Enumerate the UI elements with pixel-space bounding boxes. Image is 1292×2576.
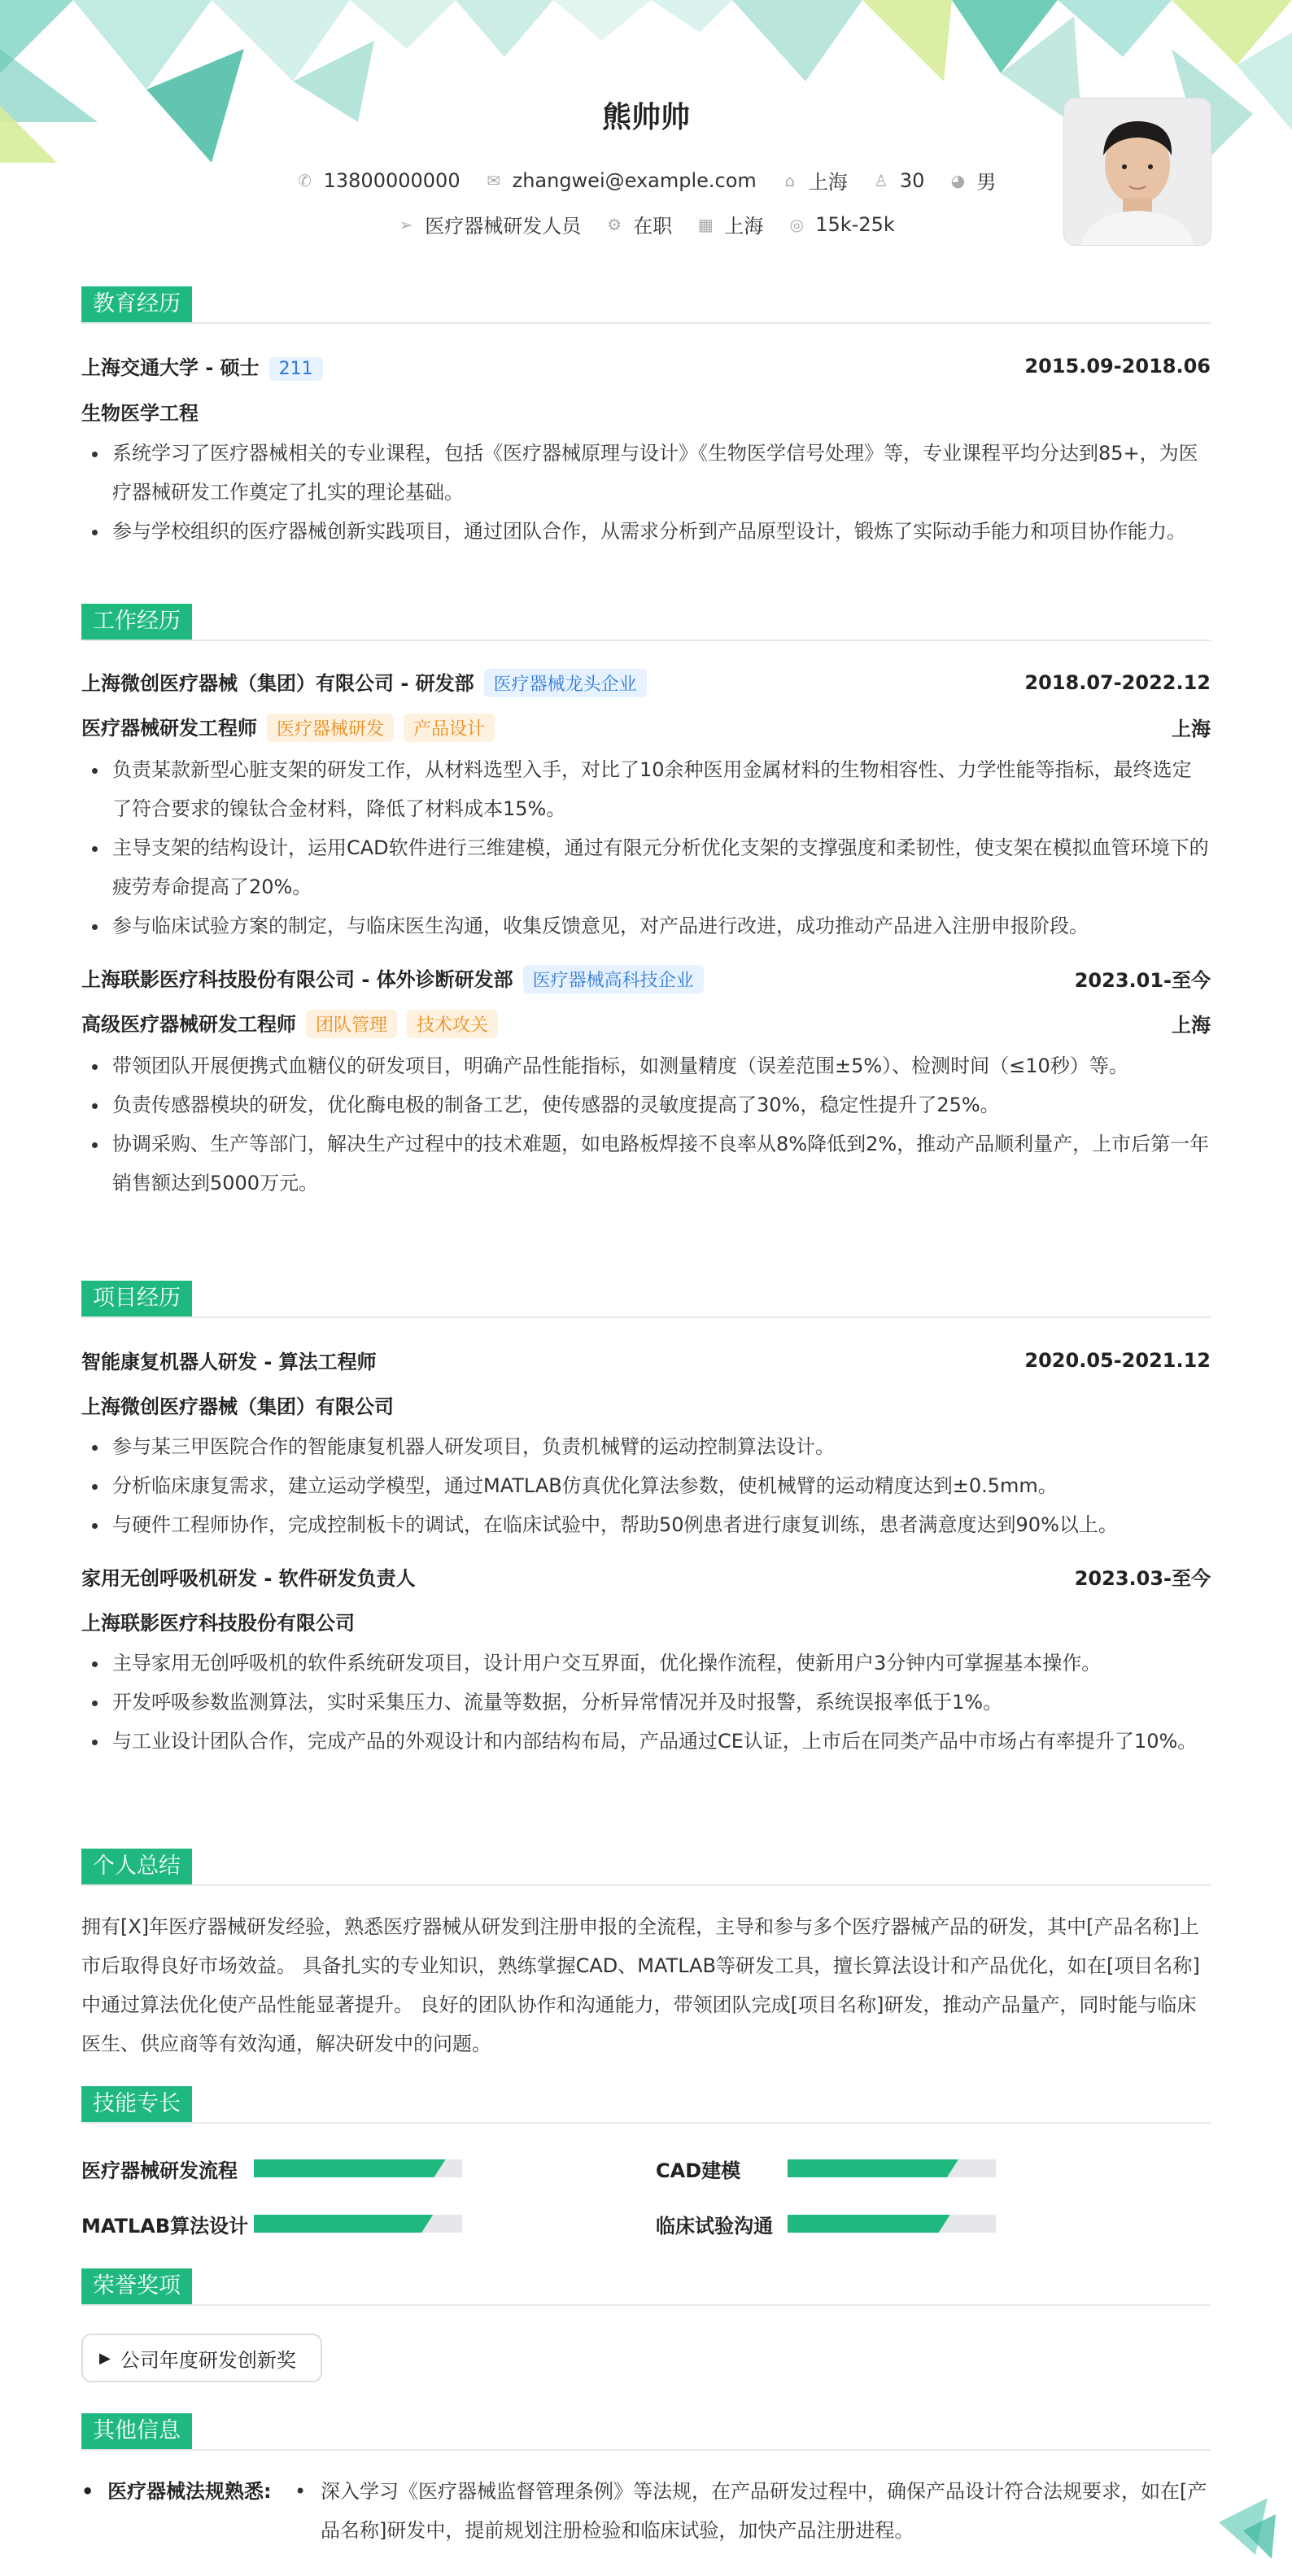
list-item: • 负责传感器模块的研发，优化酶电极的制备工艺，使传感器的灵敏度提高了30%，稳定性提升了25%。 (109, 1085, 1211, 1124)
job-city: 上海 (1172, 718, 1211, 740)
position-tag: 技术攻关 (407, 1010, 498, 1038)
job-2-position (81, 1008, 1211, 1038)
project-1-bullets (81, 1427, 1211, 1544)
salary-text: 15k-25k (815, 212, 895, 236)
section-label: 工作经历 (81, 604, 192, 640)
send-icon: ➢ (399, 214, 413, 234)
project-1-header (81, 1346, 1211, 1374)
corner-decoration (1211, 2490, 1284, 2563)
status-text: 在职 (633, 215, 673, 238)
list-item: • 主导支架的结构设计，运用CAD软件进行三维建模，通过有限元分析优化支架的支撑强度和柔韧性，使支架在模拟血管环境下的疲劳寿命提高了20%。 (109, 828, 1211, 906)
school-tag: 211 (269, 357, 323, 381)
position-block (81, 1008, 498, 1038)
list-item: • 系统学习了医疗器械相关的专业课程，包括《医疗器械原理与设计》《生物医学信号处理》等，专业课程平均分达到85+，为医疗器械研发工作奠定了扎实的理论基础。 (109, 434, 1211, 512)
job-1-position (81, 712, 1211, 742)
mail-icon: ✉ (487, 170, 500, 190)
work-section (81, 604, 1211, 1203)
project-company: 上海微创医疗器械（集团）有限公司 (81, 1395, 394, 1418)
project-company: 上海联影医疗科技股份有限公司 (81, 1612, 355, 1635)
position-tag: 产品设计 (404, 714, 495, 742)
job-1-header (81, 667, 1211, 697)
project-period: 2020.05-2021.12 (1024, 1348, 1211, 1372)
bullet-dot: • (81, 2480, 108, 2503)
company-tag: 医疗器械高科技企业 (523, 965, 704, 993)
other-section-title (81, 2413, 1211, 2451)
award-item[interactable] (81, 2334, 322, 2382)
location-item (781, 166, 848, 194)
gear-icon: ⚙ (607, 214, 622, 234)
phone-icon: ✆ (298, 170, 312, 190)
company-name: 上海联影医疗科技股份有限公司 - 体外诊断研发部 (81, 968, 513, 991)
projects-section-title (81, 1281, 1211, 1318)
email-text: zhangwei@example.com (512, 168, 757, 192)
age-item (872, 166, 925, 194)
section-label: 个人总结 (81, 1849, 192, 1884)
gender-text: 男 (976, 171, 997, 194)
school-name: 上海交通大学 - 硕士 (81, 356, 260, 379)
position-block (81, 712, 495, 742)
job-2-bullets (81, 1046, 1211, 1203)
list-item: • 带领团队开展便携式血糖仪的研发项目，明确产品性能指标，如测量精度（误差范围±5%）、检测时间（≤10秒）等。 (109, 1046, 1211, 1085)
project-name: 智能康复机器人研发 - 算法工程师 (81, 1351, 377, 1373)
status-item (605, 210, 672, 238)
location-text: 上海 (808, 171, 848, 194)
company-name: 上海微创医疗器械（集团）有限公司 - 研发部 (81, 672, 474, 695)
education-header (81, 351, 1211, 381)
avatar (1063, 98, 1211, 246)
section-label: 项目经历 (81, 1281, 192, 1316)
list-item: • 分析临床康复需求，建立运动学模型，通过MATLAB仿真优化算法参数，使机械臂的运动精度达到±0.5mm。 (109, 1466, 1211, 1505)
projects-section (81, 1281, 1211, 1761)
job-period: 2018.07-2022.12 (1024, 670, 1211, 694)
email-item (485, 166, 757, 194)
skill-bar (254, 2159, 462, 2177)
bullet-dot: • (295, 2480, 307, 2503)
list-item: • 与硬件工程师协作，完成控制板卡的调试，在临床试验中，帮助50例患者进行康复训练，患者满意度达到90%以上。 (109, 1505, 1211, 1544)
list-item: • 开发呼吸参数监测算法，实时采集压力、流量等数据，分析异常情况并及时报警，系统误报率低于1%。 (109, 1683, 1211, 1722)
project-2-header (81, 1562, 1211, 1591)
salary-item (788, 210, 895, 238)
section-label: 其他信息 (81, 2413, 192, 2449)
city-text: 上海 (724, 215, 764, 238)
age-icon: ♙ (873, 170, 888, 190)
award-label: 公司年度研发创新奖 (120, 2348, 296, 2372)
major-line (81, 397, 1211, 426)
school-block (81, 351, 323, 381)
summary-text: 拥有[X]年医疗器械研发经验，熟悉医疗器械从研发到注册申报的全流程，主导和参与多个医疗器械产品的研发，其中[产品名称]上市后取得良好市场效益。 具备扎实的专业知识，熟练掌握CAD、MATLAB等研发工具，擅长算法设计和产品优化，如在[项目名称]中通过算法优化使产品性能显著提升。 良好的团队协作和沟通能力，带领团队完成[项目名称]研发，推动产品量产，同时能与临床医生、供应商等有效沟通，解决研发中的问题。 (81, 1915, 1200, 2055)
other-text-wrap (295, 2472, 1211, 2550)
skills-section-title (81, 2086, 1211, 2124)
section-label: 技能专长 (81, 2086, 192, 2122)
gender-icon: ◕ (950, 170, 966, 190)
summary-section (81, 1849, 1211, 2063)
skills-section (81, 2086, 1211, 2124)
skill-label: 医疗器械研发流程 (81, 2159, 238, 2182)
city-item (696, 210, 763, 238)
list-item: • 参与某三甲医院合作的智能康复机器人研发项目，负责机械臂的运动控制算法设计。 (109, 1427, 1211, 1466)
work-section-title (81, 604, 1211, 641)
other-label: 医疗器械法规熟悉: (107, 2480, 272, 2503)
company-tag: 医疗器械龙头企业 (484, 669, 647, 697)
skill-bar-fill (254, 2159, 446, 2177)
list-item: • 负责某款新型心脏支架的研发工作，从材料选型入手，对比了10余种医用金属材料的生物相容性、力学性能等指标，最终选定了符合要求的镍钛合金材料，降低了材料成本15%。 (109, 750, 1211, 828)
project-period: 2023.03-至今 (1074, 1567, 1211, 1590)
skill-bar-fill (788, 2159, 958, 2177)
education-section-title (81, 286, 1211, 324)
candidate-name: 熊帅帅 (601, 101, 690, 134)
project-name: 家用无创呼吸机研发 - 软件研发负责人 (81, 1567, 416, 1590)
job-text: 医疗器械研发人员 (425, 215, 582, 238)
gender-item (949, 166, 996, 194)
project-2-bullets (81, 1644, 1211, 1761)
education-bullets (81, 434, 1211, 551)
skill-bar (254, 2215, 462, 2233)
skill-bar-fill (254, 2215, 433, 2233)
job-2-header (81, 963, 1211, 993)
education-section (81, 286, 1211, 551)
section-label: 荣誉奖项 (81, 2268, 192, 2304)
skill-bar (788, 2159, 996, 2177)
coin-icon: ◎ (789, 214, 804, 234)
avatar-portrait (1064, 98, 1211, 245)
honors-section-title (81, 2268, 1211, 2306)
position-tag: 医疗器械研发 (267, 714, 394, 742)
age-text: 30 (899, 168, 925, 192)
job-city: 上海 (1172, 1014, 1211, 1037)
skill-bar-fill (788, 2215, 950, 2233)
other-section (81, 2413, 1211, 2550)
other-row (81, 2472, 1211, 2550)
education-period: 2015.09-2018.06 (1024, 355, 1211, 378)
job-item (397, 210, 581, 238)
other-text: 深入学习《医疗器械监督管理条例》等法规，在产品研发过程中，确保产品设计符合法规要求，如在[产品名称]研发中，提前规划注册检验和临床试验，加快产品注册进程。 (321, 2480, 1207, 2542)
project-2-company (81, 1607, 1211, 1635)
skill-label: CAD建模 (656, 2159, 741, 2182)
summary-section-title (81, 1849, 1211, 1886)
position-tag: 团队管理 (306, 1010, 397, 1038)
home-icon: ⌂ (784, 170, 796, 190)
major-name: 生物医学工程 (81, 402, 199, 425)
position-name: 医疗器械研发工程师 (81, 717, 257, 740)
position-name: 高级医疗器械研发工程师 (81, 1013, 296, 1036)
play-icon: ▶ (99, 2349, 111, 2367)
skill-label: MATLAB算法设计 (81, 2215, 249, 2238)
phone-text: 13800000000 (323, 168, 460, 192)
skill-label: 临床试验沟通 (656, 2215, 773, 2238)
list-item: • 协调采购、生产等部门，解决生产过程中的技术难题，如电路板焊接不良率从8%降低到2%，推动产品顺利量产，上市后第一年销售额达到5000万元。 (109, 1124, 1211, 1203)
section-label: 教育经历 (81, 286, 192, 322)
job-1-bullets (81, 750, 1211, 945)
project-1-company (81, 1391, 1211, 1419)
phone-item (296, 166, 460, 194)
company-block (81, 667, 647, 697)
building-icon: ▦ (697, 214, 714, 234)
company-block (81, 963, 704, 993)
job-period: 2023.01-至今 (1074, 969, 1211, 992)
honors-section (81, 2268, 1211, 2306)
other-label-wrap (81, 2472, 295, 2550)
list-item: • 主导家用无创呼吸机的软件系统研发项目，设计用户交互界面，优化操作流程，使新用户3分钟内可掌握基本操作。 (109, 1644, 1211, 1683)
list-item: • 参与临床试验方案的制定，与临床医生沟通，收集反馈意见，对产品进行改进，成功推动产品进入注册申报阶段。 (109, 906, 1211, 945)
list-item: • 与工业设计团队合作，完成产品的外观设计和内部结构布局，产品通过CE认证，上市后在同类产品中市场占有率提升了10%。 (109, 1722, 1211, 1761)
skill-bar (788, 2215, 996, 2233)
list-item: • 参与学校组织的医疗器械创新实践项目，通过团队合作，从需求分析到产品原型设计，锻炼了实际动手能力和项目协作能力。 (109, 512, 1211, 551)
